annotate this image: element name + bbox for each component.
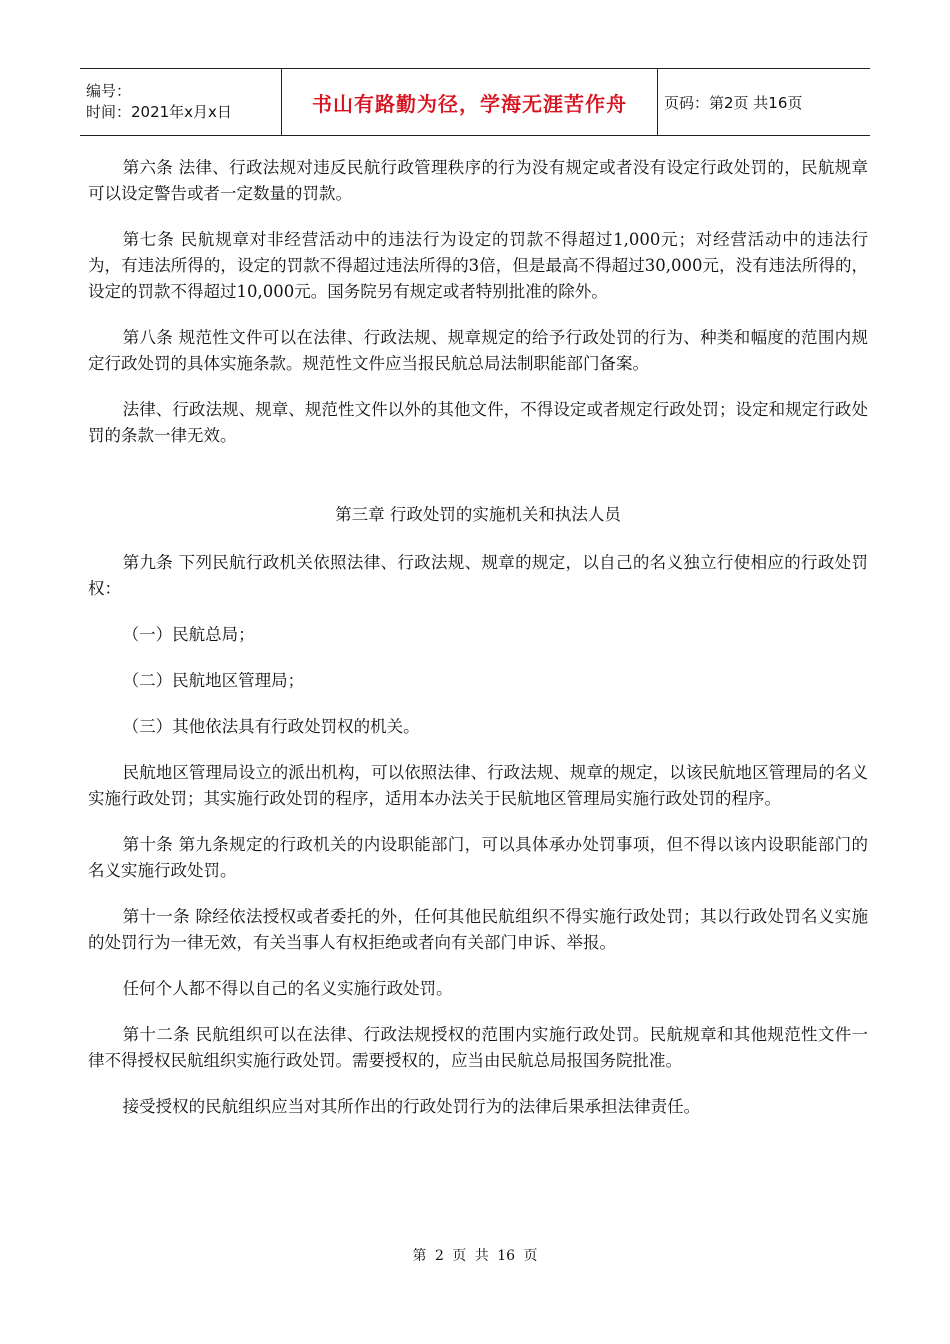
article-8-note: 法律、行政法规、规章、规范性文件以外的其他文件，不得设定或者规定行政处罚；设定和规定行政处罚的条款一律无效。 — [88, 400, 868, 445]
document-body — [88, 155, 868, 1140]
document-header — [80, 68, 870, 136]
article-8: 第八条 规范性文件可以在法律、行政法规、规章规定的给予行政处罚的行为、种类和幅度的范围内规定行政处罚的具体实施条款。规范性文件应当报民航总局法制职能部门备案。 — [88, 328, 868, 373]
header-page-cell — [658, 69, 870, 135]
list-item: （一）民航总局； — [122, 625, 255, 644]
article-11-note: 任何个人都不得以自己的名义实施行政处罚。 — [122, 979, 453, 998]
header-motto-cell — [282, 69, 658, 135]
article-9: 第九条 下列民航行政机关依照法律、行政法规、规章的规定，以自己的名义独立行使相应的行政处罚权： — [88, 553, 868, 598]
list-item: （三）其他依法具有行政处罚权的机关。 — [122, 717, 420, 736]
article-11: 第十一条 除经依法授权或者委托的外，任何其他民航组织不得实施行政处罚；其以行政处罚名义实施的处罚行为一律无效，有关当事人有权拒绝或者向有关部门申诉、举报。 — [88, 907, 868, 952]
article-12: 第十二条 民航组织可以在法律、行政法规授权的范围内实施行政处罚。民航规章和其他规范性文件一律不得授权民航组织实施行政处罚。需要授权的，应当由民航总局报国务院批准。 — [88, 1025, 868, 1070]
page-info: 页码：第2页 共16页 — [664, 93, 803, 112]
time-label: 时间：2021年x月x日 — [86, 103, 232, 121]
number-label: 编号： — [86, 82, 132, 100]
chapter-heading: 第三章 行政处罚的实施机关和执法人员 — [335, 505, 621, 524]
list-item: （二）民航地区管理局； — [122, 671, 305, 690]
article-6: 第六条 法律、行政法规对违反民航行政管理秩序的行为没有规定或者没有设定行政处罚的，民航规章可以设定警告或者一定数量的罚款。 — [88, 158, 868, 203]
article-10: 第十条 第九条规定的行政机关的内设职能部门，可以具体承办处罚事项，但不得以该内设职能部门的名义实施行政处罚。 — [88, 835, 868, 880]
article-9-note: 民航地区管理局设立的派出机构，可以依照法律、行政法规、规章的规定，以该民航地区管理局的名义实施行政处罚；其实施行政处罚的程序，适用本办法关于民航地区管理局实施行政处罚的程序。 — [88, 763, 868, 808]
article-7: 第七条 民航规章对非经营活动中的违法行为设定的罚款不得超过1,000元；对经营活动中的违法行为，有违法所得的，设定的罚款不得超过违法所得的3倍，但是最高不得超过30,000元，没有违法所得的，设定的罚款不得超过10,000元。国务院另有规定或者特别批准的除外。 — [88, 230, 868, 301]
motto: 书山有路勤为径，学海无涯苦作舟 — [312, 91, 627, 116]
page-footer: 第 2 页 共 16 页 — [412, 1248, 538, 1264]
header-meta — [80, 69, 282, 135]
article-12-note: 接受授权的民航组织应当对其所作出的行政处罚行为的法律后果承担法律责任。 — [122, 1097, 701, 1116]
